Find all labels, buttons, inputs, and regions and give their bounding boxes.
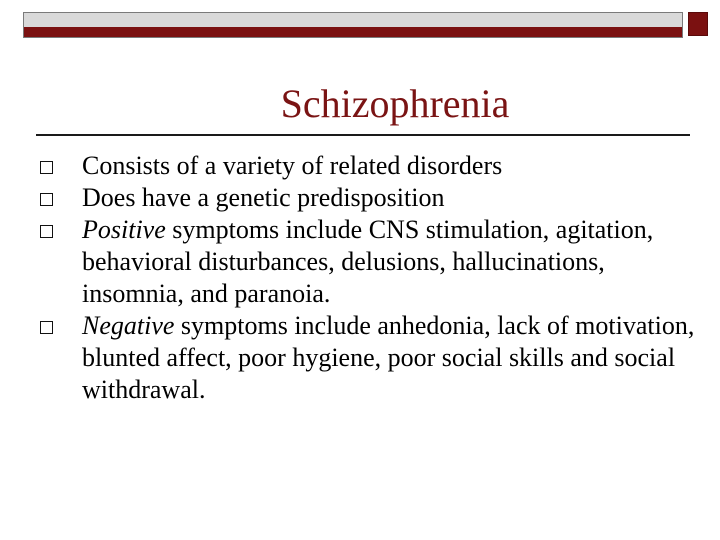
bullet-lead-emphasis: Positive [82, 215, 166, 244]
header-corner-square [688, 12, 708, 36]
bullet-text: symptoms include anhedonia, lack of motivation, blunted affect, poor hygiene, poor social skills and social withdrawal. [82, 311, 695, 404]
header-bar-gray-band [24, 13, 682, 28]
bullet-item [0, 182, 720, 214]
bullet-lead-emphasis: Negative [82, 311, 175, 340]
hollow-square-bullet-icon [40, 193, 53, 206]
slide-title: Schizophrenia [280, 81, 510, 126]
bullet-item [0, 214, 720, 310]
header-bar-red-stripe [24, 27, 682, 37]
hollow-square-bullet-icon [40, 161, 53, 174]
title-divider [36, 134, 690, 136]
bullet-list [0, 150, 720, 406]
bullet-text: symptoms include CNS stimulation, agitation, behavioral disturbances, delusions, hallucinations, insomnia, and paranoia. [82, 215, 654, 308]
bullet-text: Does have a genetic predisposition [82, 183, 445, 212]
hollow-square-bullet-icon [40, 225, 53, 238]
header-decoration-bar [23, 12, 683, 38]
bullet-item [0, 150, 720, 182]
hollow-square-bullet-icon [40, 321, 53, 334]
bullet-text: Consists of a variety of related disorders [82, 151, 503, 180]
bullet-item [0, 310, 720, 406]
